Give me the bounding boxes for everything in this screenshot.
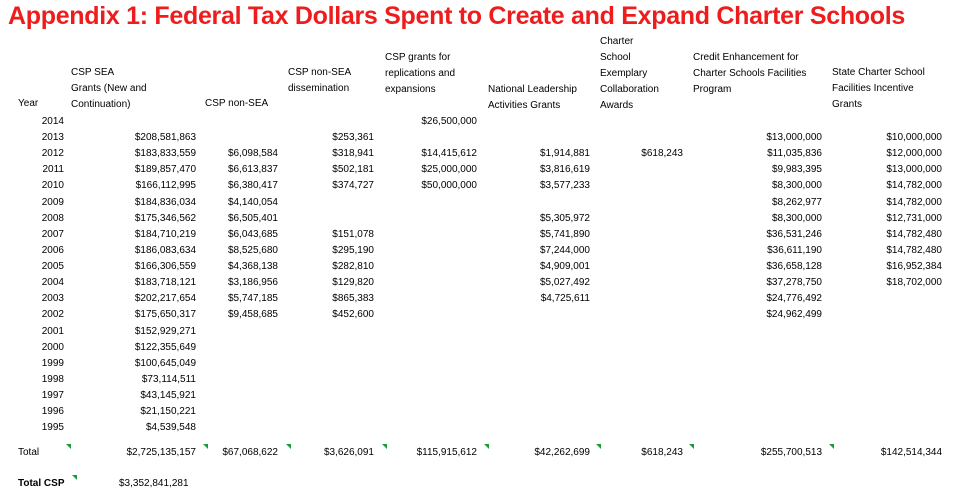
table-cell: $10,000,000 xyxy=(886,132,942,144)
year-cell: 1997 xyxy=(41,390,64,402)
year-cell: 2004 xyxy=(41,277,64,289)
year-cell: 2013 xyxy=(41,132,64,144)
table-cell: $24,962,499 xyxy=(766,309,822,321)
total-cell: $255,700,513 xyxy=(760,447,822,458)
table-cell: $73,114,511 xyxy=(141,373,196,385)
year-cell: 2002 xyxy=(41,309,64,321)
year-cell: 2005 xyxy=(41,261,64,273)
indicator-triangle xyxy=(66,444,71,449)
table-cell: $24,776,492 xyxy=(766,293,822,305)
table-cell: $208,581,863 xyxy=(134,132,196,144)
year-cell: 1999 xyxy=(41,357,64,369)
year-cell: 2001 xyxy=(41,325,64,337)
table-cell: $5,305,972 xyxy=(539,212,590,224)
table-cell: $26,500,000 xyxy=(421,116,477,127)
table-cell: $36,611,190 xyxy=(767,244,822,256)
year-cell: 2010 xyxy=(41,180,64,192)
table-cell: $6,505,401 xyxy=(227,212,278,224)
table-cell: $14,782,000 xyxy=(886,196,942,208)
header-csp-non-sea-dissemination: CSP non-SEA dissemination xyxy=(288,67,352,94)
table-cell: $8,300,000 xyxy=(771,180,822,192)
table-cell: $12,000,000 xyxy=(886,148,942,160)
total-csp-label: Total CSP xyxy=(18,478,65,489)
table-cell: $14,782,480 xyxy=(886,244,942,256)
table-cell: $14,782,480 xyxy=(886,228,942,240)
table-cell: $183,718,121 xyxy=(134,277,196,289)
table-cell: $8,525,680 xyxy=(227,244,278,256)
year-cell: 1996 xyxy=(41,406,64,418)
table-cell: $6,380,417 xyxy=(227,180,278,192)
table-cell: $295,190 xyxy=(332,244,374,256)
total-cell: $115,915,612 xyxy=(416,447,477,458)
header-charter-exemplary: Charter School Exemplary Collaboration Awards xyxy=(600,36,659,111)
table-cell: $202,217,654 xyxy=(134,293,196,305)
total-label: Total xyxy=(18,447,40,458)
table-cell: $7,244,000 xyxy=(539,244,590,256)
indicator-triangle xyxy=(203,444,208,449)
table-cell: $865,383 xyxy=(332,293,374,305)
table-cell: $3,816,619 xyxy=(539,164,590,176)
header-csp-non-sea: CSP non-SEA xyxy=(205,98,269,109)
table-cell: $175,650,317 xyxy=(134,309,196,321)
table-cell: $151,078 xyxy=(332,228,374,240)
header-csp-sea: CSP SEA Grants (New and Continuation) xyxy=(71,67,147,110)
total-cell: $142,514,344 xyxy=(880,447,942,458)
table-cell: $5,741,890 xyxy=(539,228,590,240)
table-cell: $175,346,562 xyxy=(134,212,196,224)
header-state-incentive: State Charter School Facilities Incentive Grants xyxy=(832,67,925,110)
total-cell: $2,725,135,157 xyxy=(126,447,196,458)
table-cell: $3,577,233 xyxy=(539,180,590,192)
table-cell: $9,458,685 xyxy=(227,309,278,321)
table-cell: $618,243 xyxy=(641,148,683,160)
table-cell: $21,150,221 xyxy=(140,406,196,418)
table-cell: $4,725,611 xyxy=(540,293,590,305)
table-cell: $100,645,049 xyxy=(134,357,196,369)
table-cell: $14,415,612 xyxy=(421,148,477,160)
table-cell: $184,836,034 xyxy=(134,196,196,208)
table-cell: $36,531,246 xyxy=(766,228,822,240)
header-year: Year xyxy=(18,98,39,109)
year-cell: 2014 xyxy=(41,116,64,127)
table-cell: $3,186,956 xyxy=(227,277,278,289)
total-cell: $67,068,622 xyxy=(222,447,278,458)
table-cell: $374,727 xyxy=(332,180,374,192)
year-cell: 2009 xyxy=(41,196,64,208)
table-cell: $253,361 xyxy=(332,132,374,144)
year-cell: 2011 xyxy=(42,164,64,176)
table-cell: $6,098,584 xyxy=(227,148,278,160)
table-cell: $6,043,685 xyxy=(227,228,278,240)
table-cell: $6,613,837 xyxy=(227,164,278,176)
table-cell: $4,909,001 xyxy=(539,261,590,273)
indicator-triangle xyxy=(829,444,834,449)
indicator-triangle xyxy=(286,444,291,449)
table-cell: $8,300,000 xyxy=(771,212,822,224)
table-cell: $5,747,185 xyxy=(227,293,278,305)
indicator-triangle xyxy=(382,444,387,449)
header-csp-replications: CSP grants for replications and expansions xyxy=(385,52,456,95)
table-cell: $50,000,000 xyxy=(421,180,477,192)
table-cell: $184,710,219 xyxy=(134,228,196,240)
table-cell: $122,355,649 xyxy=(134,341,196,353)
year-cell: 2008 xyxy=(41,212,64,224)
page-title: Appendix 1: Federal Tax Dollars Spent to Create and Expand Charter Schools xyxy=(8,2,905,30)
table-cell: $8,262,977 xyxy=(771,196,822,208)
indicator-triangle xyxy=(72,475,77,480)
total-cell: $618,243 xyxy=(641,447,683,458)
table-cell: $43,145,921 xyxy=(140,390,196,402)
year-cell: 1998 xyxy=(41,373,64,385)
table-cell: $12,731,000 xyxy=(886,212,942,224)
total-cell: $3,626,091 xyxy=(323,447,374,458)
indicator-triangle xyxy=(689,444,694,449)
total-cell: $42,262,699 xyxy=(534,447,590,458)
table-cell: $166,306,559 xyxy=(134,261,196,273)
table-cell: $18,702,000 xyxy=(886,277,942,289)
table-cell: $11,035,836 xyxy=(767,148,822,160)
table-cell: $452,600 xyxy=(332,309,374,321)
table-cell: $129,820 xyxy=(332,277,374,289)
year-cell: 1995 xyxy=(41,422,64,434)
table-cell: $14,782,000 xyxy=(886,180,942,192)
table-cell: $16,952,384 xyxy=(886,261,942,273)
table-cell: $9,983,395 xyxy=(771,164,822,176)
table-cell: $4,368,138 xyxy=(227,261,278,273)
table-cell: $37,278,750 xyxy=(766,277,822,289)
indicator-triangle xyxy=(484,444,489,449)
table-cell: $36,658,128 xyxy=(766,261,822,273)
table-cell: $4,539,548 xyxy=(145,422,196,434)
table-cell: $502,181 xyxy=(332,164,374,176)
year-cell: 2003 xyxy=(41,293,64,305)
table-cell: $5,027,492 xyxy=(539,277,590,289)
table-cell: $183,833,559 xyxy=(134,148,196,160)
total-csp-value: $3,352,841,281 xyxy=(119,478,189,489)
table-cell: $166,112,995 xyxy=(135,180,196,192)
table-cell: $282,810 xyxy=(332,261,374,273)
table-cell: $186,083,634 xyxy=(134,244,196,256)
year-cell: 2000 xyxy=(41,341,64,353)
indicator-triangle xyxy=(596,444,601,449)
year-cell: 2006 xyxy=(41,244,64,256)
year-cell: 2007 xyxy=(41,228,64,240)
table-cell: $4,140,054 xyxy=(227,196,278,208)
table-cell: $25,000,000 xyxy=(421,164,477,176)
table-cell: $13,000,000 xyxy=(886,164,942,176)
table-cell: $189,857,470 xyxy=(134,164,196,176)
table-cell: $318,941 xyxy=(332,148,374,160)
year-cell: 2012 xyxy=(41,148,64,160)
table-cell: $13,000,000 xyxy=(766,132,822,144)
table-cell: $1,914,881 xyxy=(539,148,590,160)
header-national-leadership: National Leadership Activities Grants xyxy=(488,84,577,111)
table-cell: $152,929,271 xyxy=(134,325,196,337)
header-credit-enhancement: Credit Enhancement for Charter Schools Facilities Program xyxy=(693,52,807,95)
